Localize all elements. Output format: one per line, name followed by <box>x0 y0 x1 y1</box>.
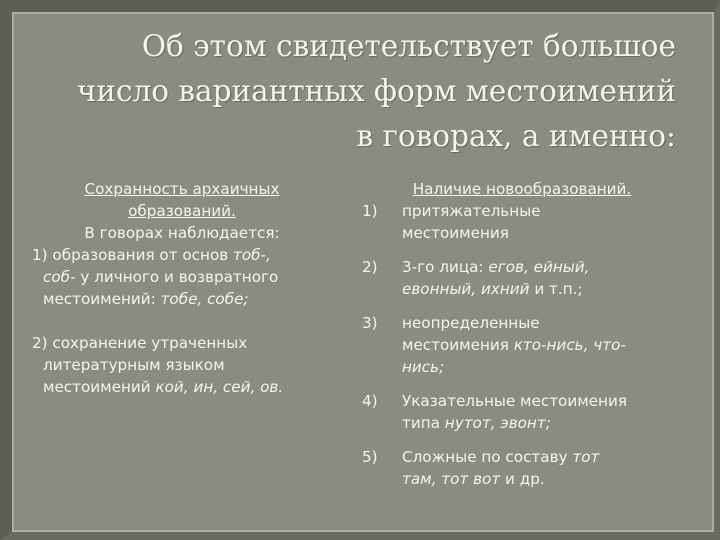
italic-span: кто-нись, что- <box>513 336 626 354</box>
italic-span: тот <box>572 448 600 466</box>
left-point-2-line-1: 2) сохранение утраченных <box>32 334 248 352</box>
italic-span: кой, ин, сей, ов. <box>155 378 284 396</box>
item-line: притяжательные <box>402 202 541 220</box>
text-span: типа <box>402 414 445 432</box>
list-item <box>362 312 692 378</box>
right-column <box>362 178 692 490</box>
text-span: 3-го лица: <box>402 258 489 276</box>
spacer <box>362 244 692 256</box>
list-item <box>362 256 692 300</box>
list-item <box>362 446 692 490</box>
list-number: 3) <box>362 314 378 332</box>
left-point-2-line-3 <box>32 376 332 398</box>
italic-span: тобе, собе; <box>160 290 249 308</box>
text-span: местоимений <box>43 378 156 396</box>
item-line <box>402 446 692 468</box>
list-number: 4) <box>362 392 378 410</box>
title-line-3: в говорах, а именно: <box>356 119 676 153</box>
text-span: местоимения <box>402 336 514 354</box>
right-heading: Наличие новообразований. <box>412 180 632 198</box>
left-column <box>32 178 332 398</box>
italic-span: соб- <box>43 268 76 286</box>
item-line <box>402 356 692 378</box>
left-heading-line-1: Сохранность архаичных <box>84 180 280 198</box>
list-number: 5) <box>362 448 378 466</box>
spacer <box>362 300 692 312</box>
left-point-1-line-2 <box>32 266 332 288</box>
item-line <box>402 412 692 434</box>
item-line: неопределенные <box>402 314 540 332</box>
list-item <box>362 390 692 434</box>
spacer <box>32 310 332 332</box>
item-line: Указательные местоимения <box>402 392 627 410</box>
title-line-2: число вариантных форм местоимений <box>76 74 676 108</box>
text-span: местоимений: <box>43 290 161 308</box>
italic-span: нись; <box>402 358 445 376</box>
text-span: у личного и возвратного <box>75 268 279 286</box>
italic-span: егов, ейный, <box>488 258 590 276</box>
list-number: 2) <box>362 258 378 276</box>
text-span: и т.п.; <box>529 280 583 298</box>
italic-span: там, тот вот <box>402 470 501 488</box>
slide-title <box>36 24 676 159</box>
italic-span: тоб-, <box>233 246 271 264</box>
left-point-2-line-2: литературным языком <box>43 356 225 374</box>
item-line <box>402 278 692 300</box>
list-number: 1) <box>362 202 378 220</box>
left-point-1-line-1 <box>32 244 332 266</box>
italic-span: нутот, эвонт; <box>444 414 551 432</box>
left-subheading: В говорах наблюдается: <box>84 224 280 242</box>
text-span: 1) образования от основ <box>32 246 234 264</box>
spacer <box>362 378 692 390</box>
italic-span: евонный, ихний <box>402 280 530 298</box>
item-line: местоимения <box>402 224 509 242</box>
item-line <box>402 468 692 490</box>
list-item <box>362 200 692 244</box>
text-span: Сложные по составу <box>402 448 573 466</box>
left-heading-line-2: образований. <box>128 202 236 220</box>
spacer <box>362 434 692 446</box>
title-line-1: Об этом свидетельствует большое <box>141 29 676 63</box>
left-point-1-line-3 <box>32 288 332 310</box>
text-span: и др. <box>500 470 545 488</box>
item-line <box>402 334 692 356</box>
item-line <box>402 256 692 278</box>
